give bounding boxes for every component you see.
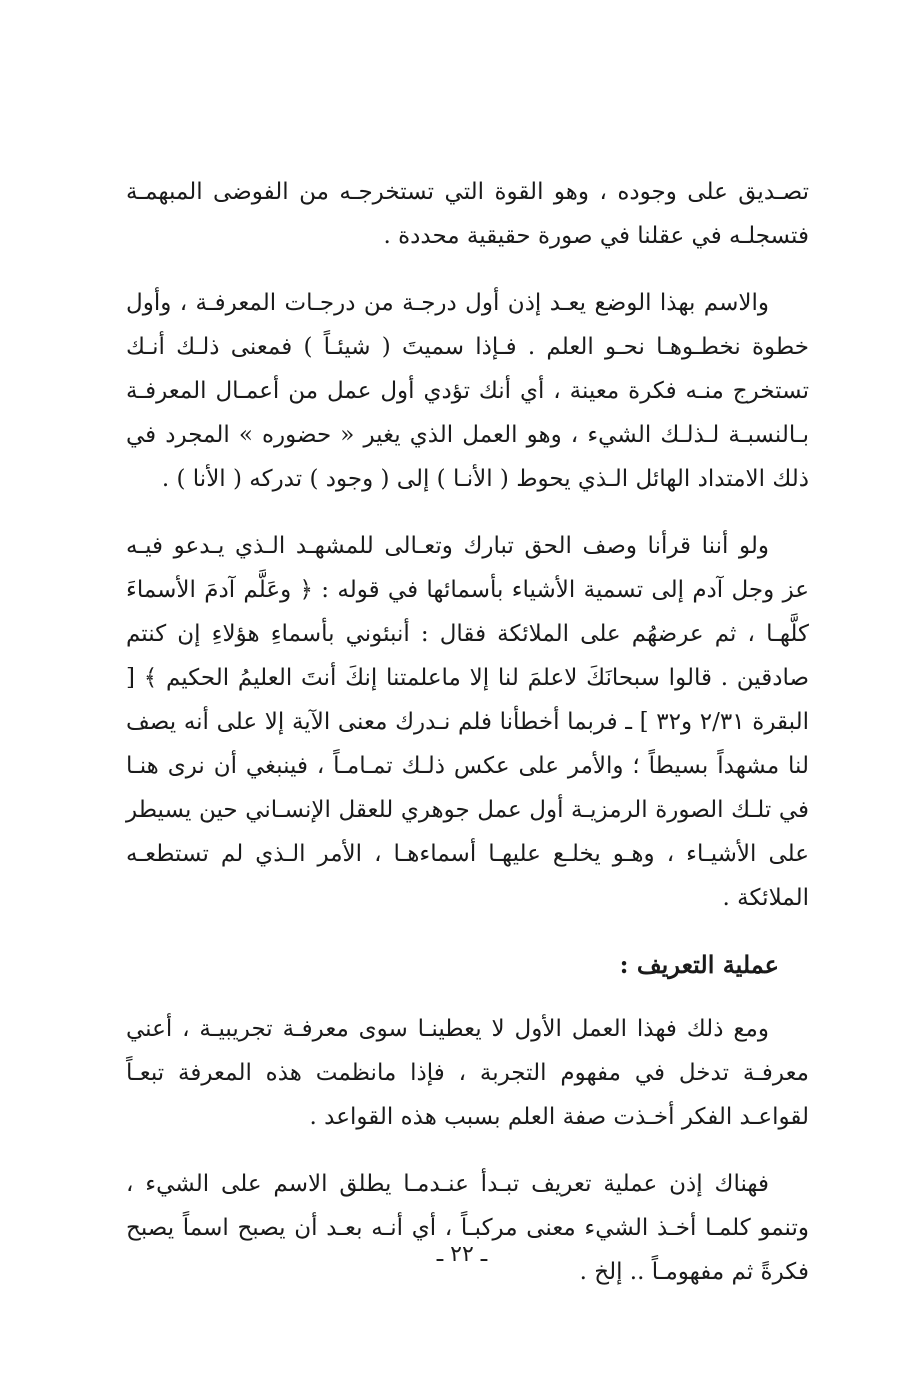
paragraph-continued: تصـديق على وجوده ، وهو القوة التي تستخرجـه من الفوضى المبهمـة فتسجلـه في عقلنا في صورة حقيقية محددة . [126,179,809,249]
page-body [126,170,809,1317]
paragraph-name-as-first-knowledge: والاسم بهذا الوضع يعـد إذن أول درجـة من درجـات المعرفـة ، وأول خطوة نخطـوهـا نحـو العلم . فـإذا سميتَ ( شيئـاً ) فمعنى ذلـك أنـك تستخرج منـه فكرة معينة ، أي أنك تؤدي أول عمل من أعمـال المعرفـة بـالنسبـة لـذلـك الشيء ، وهو العمل الذي يغير « حضوره » المجرد في ذلك الامتداد الهائل الـذي يحوط ( الأنـا ) إلى ( وجود ) تدركه ( الأنا ) . [126,290,809,492]
paragraph-empirical-knowledge: ومع ذلك فهذا العمل الأول لا يعطينـا سوى معرفـة تجريبيـة ، أعني معرفـة تدخل في مفهوم التجربة ، فإذا مانظمت هذه المعرفة تبعـاً لقواعـد الفكر أخـذت صفة العلم بسبب هذه القواعد . [126,1016,809,1130]
paragraph-definition-process: فهناك إذن عملية تعريف تبـدأ عنـدمـا يطلق الاسم على الشيء ، وتنمو كلمـا أخـذ الشيء معنى مركبـاً ، أي أنـه بعـد أن يصبح اسماً يصبح فكرةً ثم مفهومـاً .. إلخ . [126,1171,809,1285]
section-heading: عملية التعريف : [619,950,779,979]
page-number: ـ ٢٢ ـ [436,1242,488,1267]
paragraph-quran-verse: ولو أننا قرأنا وصف الحق تبارك وتعـالى للمشهـد الـذي يـدعو فيـه عز وجل آدم إلى تسمية الأشياء بأسمائها في قوله : ﴿ وعَلَّم آدمَ الأسماءَ كلَّهـا ، ثم عرضهُم على الملائكة فقال : أنبئوني بأسماءِ هؤلاءِ إن كنتم صادقين . قالوا سبحانَكَ لاعلمَ لنا إلا ماعلمتنا إنكَ أنتَ العليمُ الحكيم ﴾ [ البقرة ٢/٣١ و٣٢ ] ـ فربما أخطأنا فلم نـدرك معنى الآية إلا على أنه يصف لنا مشهداً بسيطاً ؛ والأمر على عكس ذلـك تمـامـاً ، فينبغي أن نرى هنـا في تلـك الصورة الرمزيـة أول عمل جوهري للعقل الإنسـاني حين يسيطر على الأشيـاء ، وهـو يخلـع عليهـا أسماءهـا ، الأمر الـذي لم تستطعـه الملائكة . [126,533,809,911]
